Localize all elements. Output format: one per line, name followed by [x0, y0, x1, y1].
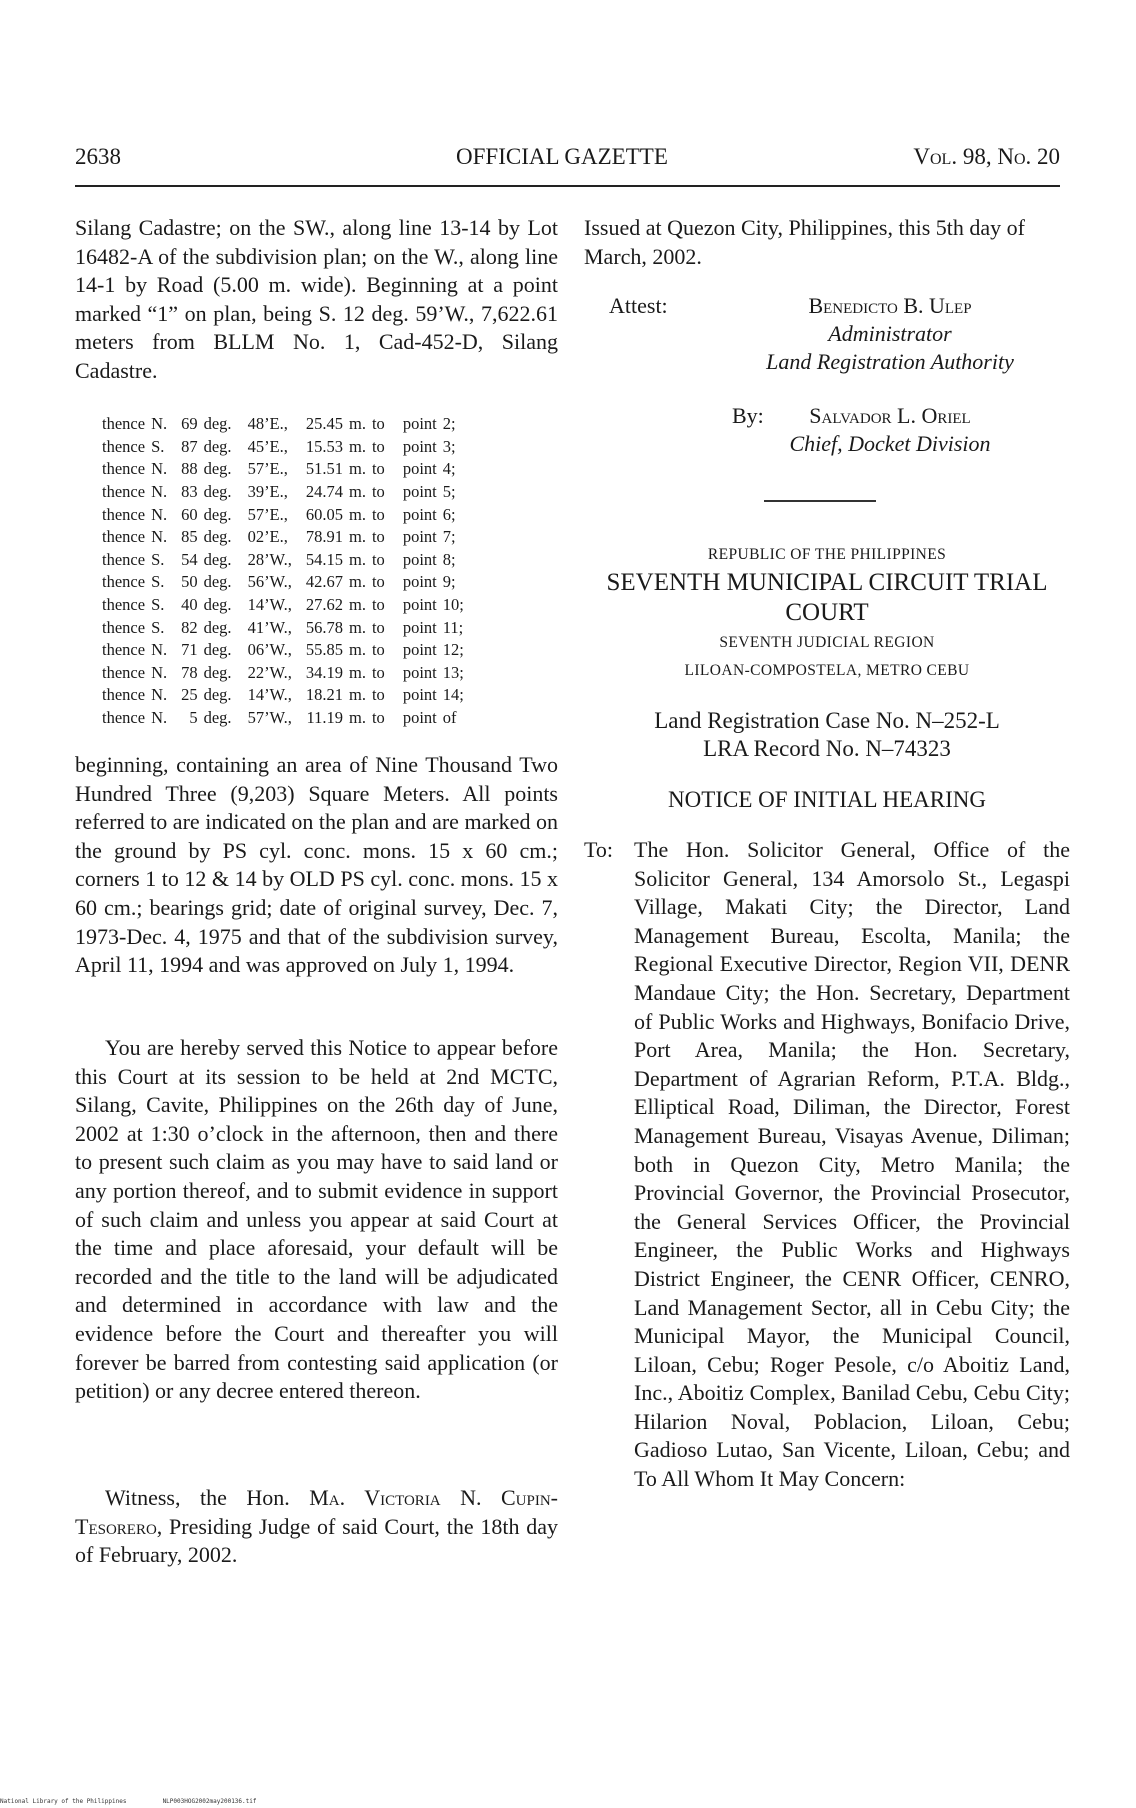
bearing-degrees: 60 — [181, 504, 198, 524]
bearing-point-number: 6; — [442, 504, 456, 524]
bearing-point-label: point — [402, 572, 437, 592]
bearing-point-label: point — [402, 617, 437, 637]
court-location: LILOAN-COMPOSTELA, METRO CEBU — [684, 662, 970, 679]
bearing-row — [102, 639, 464, 662]
bearing-direction: N. — [151, 414, 168, 434]
bearing-deg-label: deg. — [203, 595, 232, 615]
bearings-table — [102, 413, 464, 729]
bearing-minutes: 14’W., — [247, 595, 292, 615]
case-number: Land Registration Case No. N–252-L — [654, 708, 1000, 733]
bearing-to: to — [371, 482, 385, 502]
bearing-direction: S. — [151, 436, 165, 456]
bearing-point-number: 14; — [442, 685, 464, 705]
bearing-direction: S. — [151, 572, 165, 592]
bearing-point-number: 2; — [442, 414, 456, 434]
bearing-degrees: 50 — [181, 572, 198, 592]
bearing-direction: N. — [151, 662, 168, 682]
bearing-minutes: 57’E., — [247, 459, 288, 479]
bearing-minutes: 22’W., — [247, 662, 292, 682]
bearing-thence: thence — [102, 640, 146, 660]
bearing-thence: thence — [102, 662, 146, 682]
bearing-point-number: 5; — [442, 482, 456, 502]
bearing-point-label: point — [402, 685, 437, 705]
bearing-degrees: 71 — [181, 640, 198, 660]
bearing-deg-label: deg. — [203, 459, 232, 479]
bearing-row — [102, 616, 464, 639]
attest-agency: Land Registration Authority — [766, 349, 1014, 374]
bearing-direction: N. — [151, 504, 168, 524]
bearing-point-label: point — [402, 662, 437, 682]
witness-paragraph — [75, 1484, 558, 1570]
bearing-row — [102, 684, 464, 707]
scan-file: NLP003HOG2002may200136.tif — [162, 1798, 257, 1805]
bearing-distance: 15.53 — [305, 436, 343, 456]
issued-statement: Issued at Quezon City, Philippines, this 5th day of March, 2002. — [584, 215, 1025, 269]
bearing-distance: 42.67 — [305, 572, 343, 592]
bearing-deg-label: deg. — [203, 617, 232, 637]
bearing-point-number: 4; — [442, 459, 456, 479]
bearing-degrees: 82 — [181, 617, 198, 637]
bearing-row — [102, 458, 464, 481]
bearing-distance: 56.78 — [305, 617, 343, 637]
judicial-region: SEVENTH JUDICIAL REGION — [719, 634, 935, 651]
bearing-deg-label: deg. — [203, 572, 232, 592]
notice-title: NOTICE OF INITIAL HEARING — [668, 787, 986, 812]
bearing-distance: 18.21 — [305, 685, 343, 705]
bearing-unit: m. — [349, 549, 366, 569]
bearing-point-label: point — [402, 527, 437, 547]
bearing-degrees: 69 — [181, 414, 198, 434]
bearing-thence: thence — [102, 617, 146, 637]
bearing-distance: 24.74 — [305, 482, 343, 502]
bearing-degrees: 78 — [181, 662, 198, 682]
bearing-minutes: 14’W., — [247, 685, 292, 705]
bearing-degrees: 87 — [181, 436, 198, 456]
bearing-unit: m. — [349, 640, 366, 660]
bearing-point-number: 11; — [442, 617, 464, 637]
bearing-row — [102, 594, 464, 617]
bearing-direction: N. — [151, 685, 168, 705]
bearing-row — [102, 503, 464, 526]
bearing-point-label: point — [402, 414, 437, 434]
bearing-unit: m. — [349, 527, 366, 547]
bearing-deg-label: deg. — [203, 527, 232, 547]
bearing-thence: thence — [102, 527, 146, 547]
bearing-point-number: of — [442, 708, 457, 728]
bearing-degrees: 5 — [189, 708, 198, 728]
bearing-point-number: 8; — [442, 549, 456, 569]
attest-title: Administrator — [828, 321, 952, 346]
bearing-to: to — [371, 640, 385, 660]
bearing-to: to — [371, 549, 385, 569]
presiding-judge-name: Ma. Victoria N. Cupin-Tesorero — [75, 1485, 558, 1539]
bearing-point-label: point — [402, 595, 437, 615]
bearing-minutes: 48’E., — [247, 414, 288, 434]
page-number: 2638 — [75, 144, 121, 169]
bearing-point-label: point — [402, 459, 437, 479]
bearing-minutes: 41’W., — [247, 617, 292, 637]
bearing-thence: thence — [102, 414, 146, 434]
bearing-deg-label: deg. — [203, 549, 232, 569]
bearing-thence: thence — [102, 436, 146, 456]
bearing-minutes: 28’W., — [247, 549, 292, 569]
addressee-list: The Hon. Solicitor General, Office of the Solicitor General, 134 Amorsolo St., Legaspi Village, Makati City; the Director, Land Management Bureau, Escolta, Manila; the Regional Executive Director, Region VII, DENR Mandaue City; the Hon. Secretary, Department of Public Works and Highways, Bonifacio Drive, Port Area, Manila; the Hon. Secretary, Department of Agrarian Reform, P.T.A. Bldg., Elliptical Road, Diliman, the Director, Forest Management Bureau, Visayas Avenue, Diliman; both in Quezon City, Metro Manila; the Provincial Governor, the Provincial Prosecutor, the General Services Officer, the Provincial Engineer, the Public Works and Highways District Engineer, the CENR Officer, CENRO, Land Management Sector, all in Cebu City; the Municipal Mayor, the Municipal Council, Liloan, Cebu; Roger Pesole, c/o Aboitiz Land, Inc., Aboitiz Complex, Banilad Cebu, Cebu City; Hilarion Noval, Poblacion, Liloan, Cebu; Gadioso Lutao, San Vicente, Liloan, Cebu; and To All Whom It May Concern: — [634, 837, 1070, 1492]
bearing-unit: m. — [349, 572, 366, 592]
bearing-to: to — [371, 685, 385, 705]
court-name: SEVENTH MUNICIPAL CIRCUIT TRIAL COURT — [606, 569, 1048, 626]
boundary-description: Silang Cadastre; on the SW., along line 13-14 by Lot 16482-A of the subdivision plan; on the W., along line 14-1 by Road (5.00 m. wide). Beginning at a point marked “1” on plan, being S. 12 deg. 59’W., 7,622.61 meters from BLLM No. 1, Cad-452-D, Silang Cadastre. — [75, 215, 558, 383]
bearing-distance: 55.85 — [305, 640, 343, 660]
lra-record-number: LRA Record No. N–74323 — [703, 736, 951, 761]
by-name: Salvador L. Oriel — [809, 403, 971, 428]
bearing-degrees: 88 — [181, 459, 198, 479]
bearing-point-number: 7; — [442, 527, 456, 547]
bearing-unit: m. — [349, 617, 366, 637]
bearing-unit: m. — [349, 459, 366, 479]
bearing-unit: m. — [349, 414, 366, 434]
bearing-point-label: point — [402, 640, 437, 660]
bearing-to: to — [371, 504, 385, 524]
bearing-to: to — [371, 436, 385, 456]
bearing-point-number: 12; — [442, 640, 464, 660]
section-divider — [764, 500, 876, 502]
bearing-to: to — [371, 414, 385, 434]
bearing-to: to — [371, 617, 385, 637]
bearing-to: to — [371, 527, 385, 547]
bearing-row — [102, 436, 464, 459]
bearing-row — [102, 571, 464, 594]
bearing-row — [102, 526, 464, 549]
bearing-row — [102, 707, 464, 730]
bearing-minutes: 56’W., — [247, 572, 292, 592]
bearing-unit: m. — [349, 662, 366, 682]
bearing-direction: S. — [151, 595, 165, 615]
bearing-point-label: point — [402, 436, 437, 456]
bearing-direction: N. — [151, 640, 168, 660]
bearing-minutes: 06’W., — [247, 640, 292, 660]
bearing-point-number: 10; — [442, 595, 464, 615]
bearing-direction: N. — [151, 482, 168, 502]
bearing-point-number: 9; — [442, 572, 456, 592]
bearing-deg-label: deg. — [203, 414, 232, 434]
witness-date: , Presiding Judge of said Court, the 18th day of February, 2002. — [75, 1513, 558, 1568]
by-title: Chief, Docket Division — [789, 431, 991, 456]
bearing-row — [102, 413, 464, 436]
bearing-thence: thence — [102, 685, 146, 705]
publication-title: OFFICIAL GAZETTE — [456, 144, 668, 169]
notice-paragraph: You are hereby served this Notice to appear before this Court at its session to be held at 2nd MCTC, Silang, Cavite, Philippines on the 26th day of June, 2002 at 1:30 o’clock in the afternoon, then and there to present such claim as you may have to said land or any portion thereof, and to submit evidence in support of such claim and unless you appear at said Court at the time and place aforesaid, your default will be recorded and the title to the land will be adjudicated and determined in accordance with law and the evidence before the Court and thereafter you will forever be barred from contesting said application (or petition) or any decree entered thereon. — [75, 1035, 558, 1404]
volume-issue: Vol. 98, No. 20 — [913, 144, 1060, 169]
bearing-point-number: 3; — [442, 436, 456, 456]
bearing-thence: thence — [102, 549, 146, 569]
bearing-minutes: 02’E., — [247, 527, 288, 547]
bearing-direction: S. — [151, 617, 165, 637]
bearing-deg-label: deg. — [203, 662, 232, 682]
bearing-deg-label: deg. — [203, 482, 232, 502]
bearing-point-label: point — [402, 482, 437, 502]
bearing-to: to — [371, 459, 385, 479]
bearing-distance: 54.15 — [305, 549, 343, 569]
bearing-distance: 11.19 — [306, 708, 343, 728]
header-rule — [75, 185, 1060, 187]
bearing-to: to — [371, 595, 385, 615]
bearing-distance: 78.91 — [305, 527, 343, 547]
witness-intro: Witness, the Hon. — [105, 1485, 290, 1510]
bearing-distance: 60.05 — [305, 504, 343, 524]
addressee-block — [584, 836, 1070, 1494]
bearing-distance: 27.62 — [305, 595, 343, 615]
bearing-unit: m. — [349, 482, 366, 502]
bearing-distance: 51.51 — [305, 459, 343, 479]
scan-footer — [0, 1798, 256, 1805]
bearing-degrees: 25 — [181, 685, 198, 705]
bearing-to: to — [371, 662, 385, 682]
bearing-direction: N. — [151, 708, 168, 728]
bearing-minutes: 39’E., — [247, 482, 288, 502]
bearing-row — [102, 549, 464, 572]
bearing-point-number: 13; — [442, 662, 464, 682]
bearing-unit: m. — [349, 708, 366, 728]
area-description: beginning, containing an area of Nine Thousand Two Hundred Three (9,203) Square Meters. All points referred to are indicated on the plan and are marked on the ground by PS cyl. conc. mons. 15 x 60 cm.; corners 1 to 12 & 14 by OLD PS cyl. conc. mons. 15 x 60 cm.; bearings grid; date of original survey, Dec. 7, 1973-Dec. 4, 1975 and that of the subdivision survey, April 11, 1994 and was approved on July 1, 1994. — [75, 752, 558, 978]
bearing-unit: m. — [349, 504, 366, 524]
bearing-direction: N. — [151, 459, 168, 479]
bearing-direction: S. — [151, 549, 165, 569]
bearing-direction: N. — [151, 527, 168, 547]
bearing-thence: thence — [102, 504, 146, 524]
bearing-deg-label: deg. — [203, 436, 232, 456]
bearing-deg-label: deg. — [203, 640, 232, 660]
bearing-minutes: 57’W., — [247, 708, 292, 728]
bearing-to: to — [371, 572, 385, 592]
bearing-thence: thence — [102, 572, 146, 592]
bearing-degrees: 85 — [181, 527, 198, 547]
bearing-point-label: point — [402, 504, 437, 524]
bearing-deg-label: deg. — [203, 504, 232, 524]
bearing-distance: 34.19 — [305, 662, 343, 682]
bearing-degrees: 40 — [181, 595, 198, 615]
bearing-row — [102, 481, 464, 504]
bearing-minutes: 45’E., — [247, 436, 288, 456]
to-label: To: — [584, 837, 614, 862]
bearing-distance: 25.45 — [305, 414, 343, 434]
attest-name: Benedicto B. Ulep — [808, 293, 972, 318]
bearing-unit: m. — [349, 436, 366, 456]
scan-source: National Library of the Philippines — [0, 1798, 127, 1805]
bearing-deg-label: deg. — [203, 685, 232, 705]
republic-label: REPUBLIC OF THE PHILIPPINES — [707, 546, 947, 563]
bearing-degrees: 54 — [181, 549, 198, 569]
bearing-point-label: point — [402, 708, 437, 728]
attest-label: Attest: — [609, 293, 668, 318]
bearing-minutes: 57’E., — [247, 504, 288, 524]
bearing-thence: thence — [102, 459, 146, 479]
bearing-thence: thence — [102, 482, 146, 502]
bearing-row — [102, 662, 464, 685]
bearing-thence: thence — [102, 595, 146, 615]
bearing-unit: m. — [349, 685, 366, 705]
bearing-deg-label: deg. — [203, 708, 232, 728]
bearing-thence: thence — [102, 708, 146, 728]
by-label: By: — [732, 403, 764, 428]
bearing-point-label: point — [402, 549, 437, 569]
bearing-degrees: 83 — [181, 482, 198, 502]
bearing-unit: m. — [349, 595, 366, 615]
bearing-to: to — [371, 708, 385, 728]
